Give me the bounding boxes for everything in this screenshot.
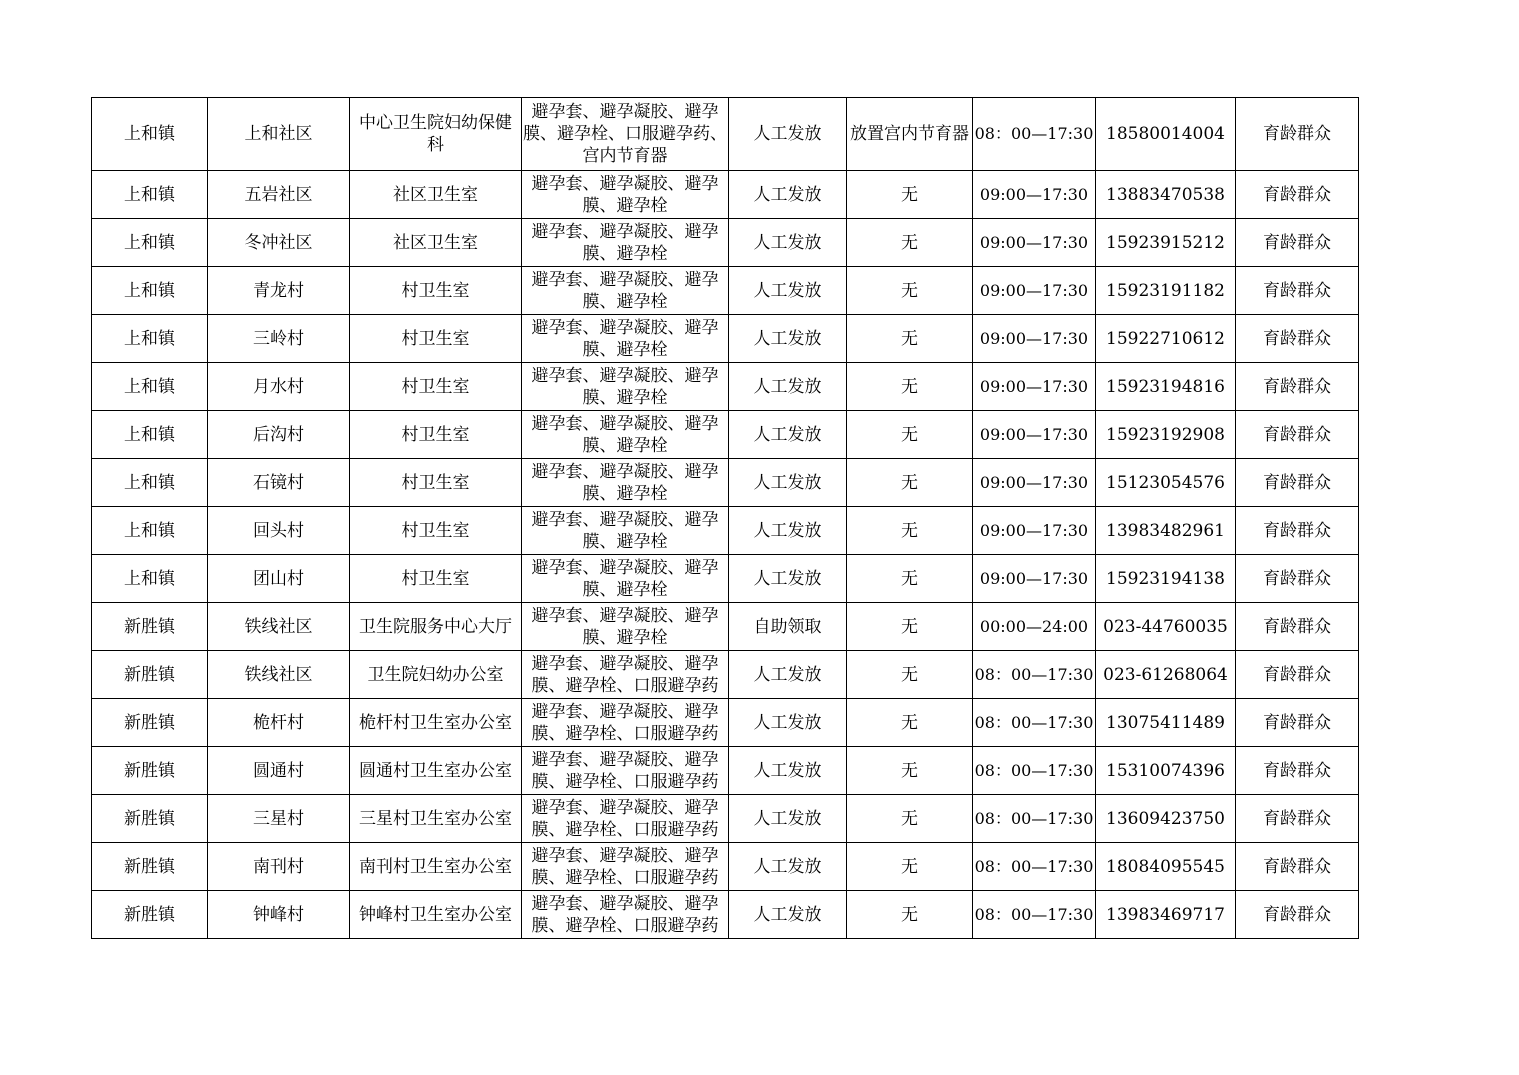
items-cell: 避孕套、避孕凝胶、避孕膜、避孕栓、口服避孕药 (522, 747, 729, 795)
hours-cell: 08：00—17:30 (973, 891, 1096, 939)
place-cell: 铁线社区 (208, 603, 350, 651)
town-cell: 上和镇 (92, 411, 208, 459)
phone-cell: 13983469717 (1096, 891, 1236, 939)
site-cell: 卫生院服务中心大厅 (350, 603, 522, 651)
site-cell: 村卫生室 (350, 411, 522, 459)
other-service-cell: 无 (847, 315, 973, 363)
table-row (92, 747, 1359, 795)
target-cell: 育龄群众 (1236, 459, 1359, 507)
town-cell: 上和镇 (92, 267, 208, 315)
phone-cell: 023-44760035 (1096, 603, 1236, 651)
target-cell: 育龄群众 (1236, 555, 1359, 603)
other-service-cell: 无 (847, 747, 973, 795)
town-cell: 上和镇 (92, 98, 208, 171)
town-cell: 新胜镇 (92, 747, 208, 795)
hours-cell: 09:00—17:30 (973, 411, 1096, 459)
table-row (92, 843, 1359, 891)
hours-cell: 09:00—17:30 (973, 219, 1096, 267)
target-cell: 育龄群众 (1236, 507, 1359, 555)
items-cell: 避孕套、避孕凝胶、避孕膜、避孕栓、口服避孕药、宫内节育器 (522, 98, 729, 171)
town-cell: 上和镇 (92, 459, 208, 507)
method-cell: 人工发放 (729, 651, 847, 699)
method-cell: 人工发放 (729, 315, 847, 363)
hours-cell: 09:00—17:30 (973, 363, 1096, 411)
phone-cell: 18580014004 (1096, 98, 1236, 171)
other-service-cell: 无 (847, 651, 973, 699)
table-row (92, 891, 1359, 939)
other-service-cell: 无 (847, 603, 973, 651)
other-service-cell: 放置宫内节育器 (847, 98, 973, 171)
items-cell: 避孕套、避孕凝胶、避孕膜、避孕栓、口服避孕药 (522, 795, 729, 843)
target-cell: 育龄群众 (1236, 315, 1359, 363)
place-cell: 桅杆村 (208, 699, 350, 747)
target-cell: 育龄群众 (1236, 843, 1359, 891)
other-service-cell: 无 (847, 363, 973, 411)
table-row (92, 315, 1359, 363)
method-cell: 人工发放 (729, 843, 847, 891)
town-cell: 新胜镇 (92, 603, 208, 651)
phone-cell: 15310074396 (1096, 747, 1236, 795)
place-cell: 后沟村 (208, 411, 350, 459)
hours-cell: 08：00—17:30 (973, 699, 1096, 747)
site-cell: 南刊村卫生室办公室 (350, 843, 522, 891)
town-cell: 上和镇 (92, 555, 208, 603)
method-cell: 人工发放 (729, 411, 847, 459)
method-cell: 人工发放 (729, 98, 847, 171)
hours-cell: 08：00—17:30 (973, 747, 1096, 795)
items-cell: 避孕套、避孕凝胶、避孕膜、避孕栓 (522, 555, 729, 603)
place-cell: 月水村 (208, 363, 350, 411)
town-cell: 新胜镇 (92, 699, 208, 747)
phone-cell: 13609423750 (1096, 795, 1236, 843)
method-cell: 人工发放 (729, 891, 847, 939)
hours-cell: 09:00—17:30 (973, 267, 1096, 315)
place-cell: 冬冲社区 (208, 219, 350, 267)
other-service-cell: 无 (847, 891, 973, 939)
phone-cell: 15923915212 (1096, 219, 1236, 267)
method-cell: 人工发放 (729, 555, 847, 603)
other-service-cell: 无 (847, 459, 973, 507)
place-cell: 上和社区 (208, 98, 350, 171)
items-cell: 避孕套、避孕凝胶、避孕膜、避孕栓 (522, 411, 729, 459)
hours-cell: 09:00—17:30 (973, 315, 1096, 363)
site-cell: 村卫生室 (350, 555, 522, 603)
table-row (92, 459, 1359, 507)
target-cell: 育龄群众 (1236, 219, 1359, 267)
items-cell: 避孕套、避孕凝胶、避孕膜、避孕栓 (522, 315, 729, 363)
table-row (92, 219, 1359, 267)
phone-cell: 023-61268064 (1096, 651, 1236, 699)
phone-cell: 13883470538 (1096, 171, 1236, 219)
target-cell: 育龄群众 (1236, 171, 1359, 219)
table-row (92, 171, 1359, 219)
town-cell: 上和镇 (92, 219, 208, 267)
other-service-cell: 无 (847, 411, 973, 459)
phone-cell: 15923191182 (1096, 267, 1236, 315)
method-cell: 人工发放 (729, 699, 847, 747)
site-cell: 社区卫生室 (350, 219, 522, 267)
site-cell: 社区卫生室 (350, 171, 522, 219)
phone-cell: 15123054576 (1096, 459, 1236, 507)
place-cell: 三星村 (208, 795, 350, 843)
items-cell: 避孕套、避孕凝胶、避孕膜、避孕栓 (522, 459, 729, 507)
hours-cell: 08：00—17:30 (973, 98, 1096, 171)
place-cell: 圆通村 (208, 747, 350, 795)
other-service-cell: 无 (847, 267, 973, 315)
phone-cell: 15923192908 (1096, 411, 1236, 459)
hours-cell: 09:00—17:30 (973, 171, 1096, 219)
items-cell: 避孕套、避孕凝胶、避孕膜、避孕栓 (522, 267, 729, 315)
site-cell: 村卫生室 (350, 507, 522, 555)
place-cell: 五岩社区 (208, 171, 350, 219)
phone-cell: 18084095545 (1096, 843, 1236, 891)
target-cell: 育龄群众 (1236, 699, 1359, 747)
distribution-table (91, 97, 1359, 939)
target-cell: 育龄群众 (1236, 651, 1359, 699)
site-cell: 村卫生室 (350, 315, 522, 363)
target-cell: 育龄群众 (1236, 411, 1359, 459)
other-service-cell: 无 (847, 795, 973, 843)
table-row (92, 98, 1359, 171)
target-cell: 育龄群众 (1236, 747, 1359, 795)
target-cell: 育龄群众 (1236, 891, 1359, 939)
town-cell: 新胜镇 (92, 843, 208, 891)
hours-cell: 09:00—17:30 (973, 459, 1096, 507)
site-cell: 圆通村卫生室办公室 (350, 747, 522, 795)
target-cell: 育龄群众 (1236, 267, 1359, 315)
phone-cell: 15923194138 (1096, 555, 1236, 603)
town-cell: 上和镇 (92, 171, 208, 219)
target-cell: 育龄群众 (1236, 363, 1359, 411)
table-row (92, 555, 1359, 603)
place-cell: 铁线社区 (208, 651, 350, 699)
table-body (92, 98, 1359, 939)
method-cell: 人工发放 (729, 507, 847, 555)
other-service-cell: 无 (847, 219, 973, 267)
items-cell: 避孕套、避孕凝胶、避孕膜、避孕栓、口服避孕药 (522, 699, 729, 747)
phone-cell: 15922710612 (1096, 315, 1236, 363)
method-cell: 人工发放 (729, 795, 847, 843)
items-cell: 避孕套、避孕凝胶、避孕膜、避孕栓、口服避孕药 (522, 891, 729, 939)
method-cell: 人工发放 (729, 747, 847, 795)
hours-cell: 08：00—17:30 (973, 843, 1096, 891)
town-cell: 新胜镇 (92, 891, 208, 939)
place-cell: 钟峰村 (208, 891, 350, 939)
table-row (92, 507, 1359, 555)
table-row (92, 651, 1359, 699)
phone-cell: 15923194816 (1096, 363, 1236, 411)
other-service-cell: 无 (847, 699, 973, 747)
phone-cell: 13075411489 (1096, 699, 1236, 747)
table-row (92, 795, 1359, 843)
place-cell: 石镜村 (208, 459, 350, 507)
site-cell: 三星村卫生室办公室 (350, 795, 522, 843)
place-cell: 回头村 (208, 507, 350, 555)
items-cell: 避孕套、避孕凝胶、避孕膜、避孕栓、口服避孕药 (522, 651, 729, 699)
other-service-cell: 无 (847, 555, 973, 603)
hours-cell: 08：00—17:30 (973, 651, 1096, 699)
town-cell: 上和镇 (92, 507, 208, 555)
table-row (92, 363, 1359, 411)
method-cell: 人工发放 (729, 459, 847, 507)
town-cell: 上和镇 (92, 363, 208, 411)
phone-cell: 13983482961 (1096, 507, 1236, 555)
table-row (92, 411, 1359, 459)
town-cell: 新胜镇 (92, 795, 208, 843)
items-cell: 避孕套、避孕凝胶、避孕膜、避孕栓 (522, 507, 729, 555)
hours-cell: 09:00—17:30 (973, 555, 1096, 603)
table-row (92, 699, 1359, 747)
other-service-cell: 无 (847, 171, 973, 219)
target-cell: 育龄群众 (1236, 603, 1359, 651)
items-cell: 避孕套、避孕凝胶、避孕膜、避孕栓 (522, 363, 729, 411)
site-cell: 村卫生室 (350, 363, 522, 411)
method-cell: 自助领取 (729, 603, 847, 651)
method-cell: 人工发放 (729, 363, 847, 411)
site-cell: 卫生院妇幼办公室 (350, 651, 522, 699)
target-cell: 育龄群众 (1236, 795, 1359, 843)
table-row (92, 603, 1359, 651)
other-service-cell: 无 (847, 843, 973, 891)
site-cell: 钟峰村卫生室办公室 (350, 891, 522, 939)
other-service-cell: 无 (847, 507, 973, 555)
hours-cell: 00:00—24:00 (973, 603, 1096, 651)
items-cell: 避孕套、避孕凝胶、避孕膜、避孕栓 (522, 219, 729, 267)
items-cell: 避孕套、避孕凝胶、避孕膜、避孕栓 (522, 171, 729, 219)
method-cell: 人工发放 (729, 171, 847, 219)
place-cell: 南刊村 (208, 843, 350, 891)
hours-cell: 09:00—17:30 (973, 507, 1096, 555)
place-cell: 团山村 (208, 555, 350, 603)
place-cell: 青龙村 (208, 267, 350, 315)
place-cell: 三岭村 (208, 315, 350, 363)
method-cell: 人工发放 (729, 267, 847, 315)
table-row (92, 267, 1359, 315)
site-cell: 桅杆村卫生室办公室 (350, 699, 522, 747)
site-cell: 中心卫生院妇幼保健科 (350, 98, 522, 171)
items-cell: 避孕套、避孕凝胶、避孕膜、避孕栓 (522, 603, 729, 651)
site-cell: 村卫生室 (350, 267, 522, 315)
town-cell: 新胜镇 (92, 651, 208, 699)
hours-cell: 08：00—17:30 (973, 795, 1096, 843)
items-cell: 避孕套、避孕凝胶、避孕膜、避孕栓、口服避孕药 (522, 843, 729, 891)
town-cell: 上和镇 (92, 315, 208, 363)
method-cell: 人工发放 (729, 219, 847, 267)
target-cell: 育龄群众 (1236, 98, 1359, 171)
site-cell: 村卫生室 (350, 459, 522, 507)
